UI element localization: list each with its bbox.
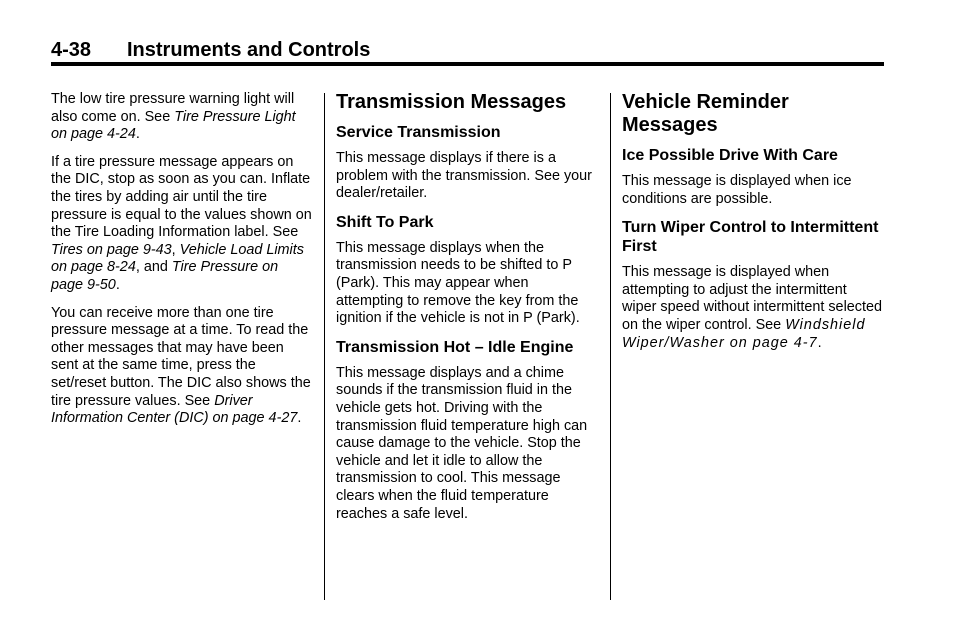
cross-reference-link[interactable]: Tires on page 9-43 (51, 241, 172, 258)
column-divider (610, 93, 611, 600)
subsection-heading: Turn Wiper Control to Intermittent First (622, 219, 879, 256)
header-rule (51, 62, 884, 66)
paragraph: If a tire pressure message appears on the DIC, stop as soon as you can. Inflate the tires by adding air until the tire pressure is equal to the values shown on the Tire Loading Information label. See Tires on page 9-43, Vehicle Load Limits on page 8-24, and Tire Pressure on page 9-50. (51, 153, 312, 293)
section-title: Instruments and Controls (127, 39, 371, 61)
paragraph: The low tire pressure warning light will also come on. See Tire Pressure Light on page 4-24. (51, 91, 296, 143)
section-heading: Transmission Messages (336, 91, 567, 113)
subsection-heading: Transmission Hot – Idle Engine (336, 338, 574, 356)
paragraph: You can receive more than one tire pressure message at a time. To read the other messages that may have been sent at the same time, press the set/reset button. The DIC also shows the tire pressure values. See Driver Information Center (DIC) on page 4-27. (51, 304, 311, 427)
column-tire-pressure (51, 91, 313, 438)
subsection-heading: Service Transmission (336, 124, 501, 141)
paragraph: This message displays and a chime sounds if the transmission fluid in the vehicle gets hot. Driving with the transmission fluid temperature high can cause damage to the vehicle. Stop the vehicle and let it idle to allow the transmission to cool. This message clears when the fluid temperature reaches a safe level. (336, 364, 588, 522)
paragraph: This message displays when the transmission needs to be shifted to P (Park). This may appear when attempting to remove the key from the ignition if the vehicle is not in P (Park). (336, 239, 580, 327)
cross-reference-link[interactable]: Vehicle Load Limits on page 8-24 (51, 241, 304, 276)
paragraph: This message is displayed when ice conditions are possible. (622, 173, 852, 207)
cross-reference-link[interactable]: Driver Information Center (DIC) on page 4-27 (51, 392, 298, 427)
paragraph: This message displays if there is a problem with the transmission. See your dealer/retailer. (336, 150, 592, 202)
section-heading: Vehicle Reminder Messages (622, 91, 789, 136)
paragraph: This message is displayed when attempting to adjust the intermittent wiper speed without intermittent selected on the wiper control. See Windshield Wiper/Washer on page 4-7. (622, 264, 882, 351)
cross-reference-link[interactable]: Tire Pressure on page 9-50 (51, 259, 279, 293)
page-number: 4-38 (51, 39, 92, 61)
page-header (51, 38, 370, 62)
column-divider (324, 93, 325, 600)
column-vehicle-reminder-messages (622, 91, 884, 362)
column-transmission-messages (336, 91, 598, 533)
cross-reference-link[interactable]: Windshield Wiper/Washer on page 4-7 (622, 316, 866, 351)
subsection-heading: Ice Possible Drive With Care (622, 147, 838, 164)
cross-reference-link[interactable]: Tire Pressure Light on page 4-24 (51, 108, 296, 143)
subsection-heading: Shift To Park (336, 213, 434, 231)
